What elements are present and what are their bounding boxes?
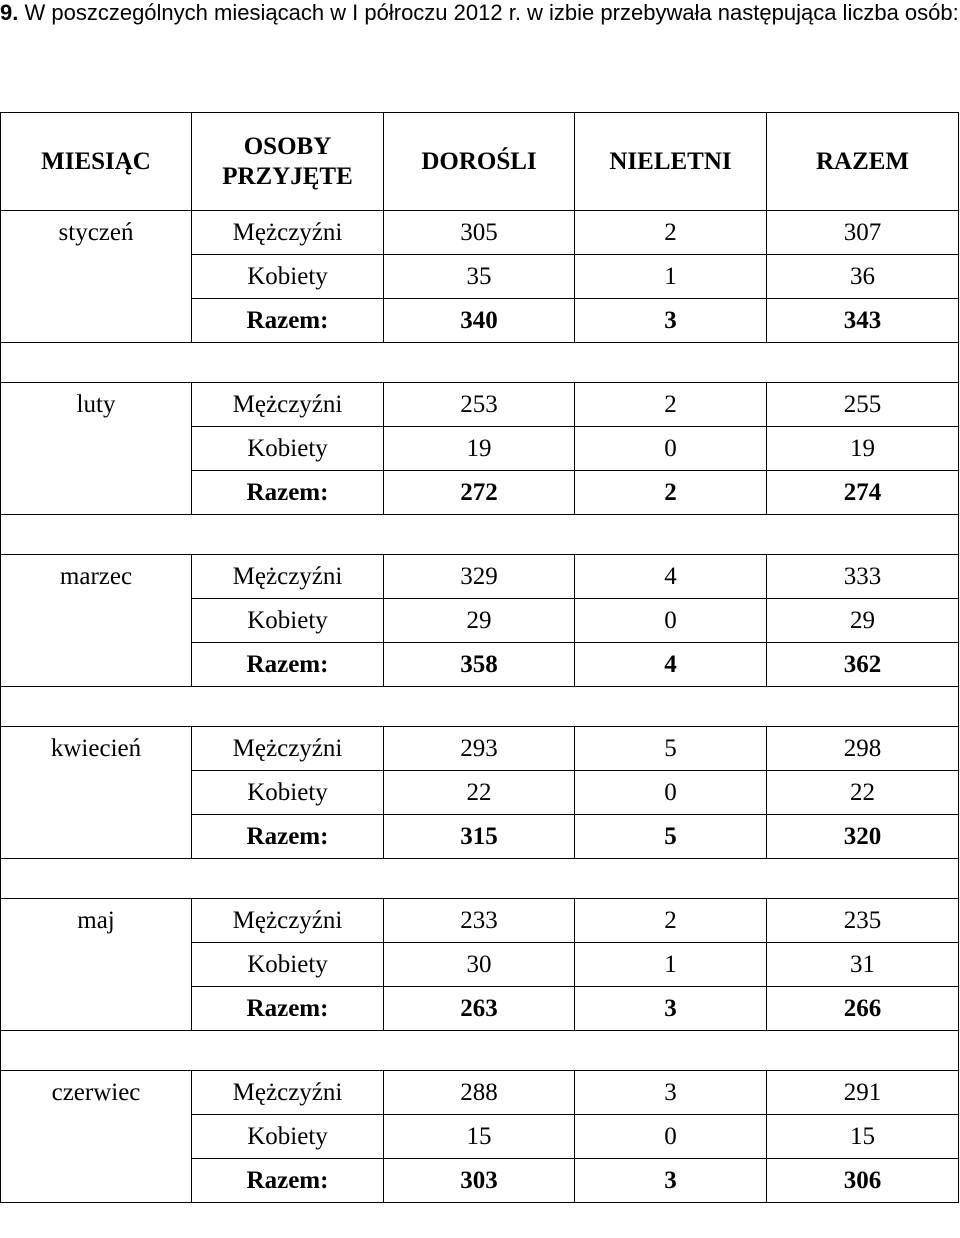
monthly-stats-table [0,112,959,1203]
cell-total: 307 [767,211,959,255]
spacer-row [1,1031,959,1071]
month-name: luty [1,383,192,427]
table-row [1,815,959,859]
cell-adults: 233 [384,899,575,943]
header-admitted: OSOBY PRZYJĘTE [192,113,384,211]
spacer-cell [192,343,959,383]
cell-adults: 35 [384,255,575,299]
cell-total: 274 [767,471,959,515]
month-name: maj [1,899,192,943]
table-row [1,599,959,643]
cell-adults: 22 [384,771,575,815]
month-name: marzec [1,555,192,599]
cell-adults: 288 [384,1071,575,1115]
month-name: czerwiec [1,1071,192,1115]
table-row [1,643,959,687]
cell-label: Mężczyźni [192,211,384,255]
cell-total: 362 [767,643,959,687]
spacer-row [1,859,959,899]
cell-minors: 4 [575,555,767,599]
table-row [1,211,959,255]
spacer-cell [192,1031,959,1071]
cell-minors: 3 [575,299,767,343]
table-row [1,255,959,299]
cell-label: Razem: [192,299,384,343]
intro-paragraph [0,0,960,26]
cell-adults: 263 [384,987,575,1031]
spacer-row [1,343,959,383]
table-row [1,1115,959,1159]
cell-label: Razem: [192,1159,384,1203]
table-row [1,943,959,987]
cell-label: Kobiety [192,943,384,987]
cell-minors: 3 [575,987,767,1031]
spacer-cell [1,687,192,727]
cell-label: Kobiety [192,427,384,471]
cell-adults: 305 [384,211,575,255]
month-cell-empty [1,943,192,987]
cell-minors: 2 [575,383,767,427]
cell-label: Mężczyźni [192,899,384,943]
cell-label: Kobiety [192,599,384,643]
table-row [1,471,959,515]
cell-total: 320 [767,815,959,859]
cell-label: Razem: [192,471,384,515]
cell-adults: 358 [384,643,575,687]
spacer-cell [1,343,192,383]
cell-total: 29 [767,599,959,643]
month-name: kwiecień [1,727,192,771]
cell-total: 36 [767,255,959,299]
cell-adults: 15 [384,1115,575,1159]
cell-label: Kobiety [192,771,384,815]
cell-total: 255 [767,383,959,427]
header-total: RAZEM [767,113,959,211]
cell-label: Mężczyźni [192,383,384,427]
cell-label: Mężczyźni [192,555,384,599]
cell-total: 22 [767,771,959,815]
month-cell-empty [1,1115,192,1159]
cell-label: Mężczyźni [192,1071,384,1115]
cell-minors: 0 [575,771,767,815]
table-row [1,899,959,943]
month-cell-empty [1,771,192,815]
cell-total: 306 [767,1159,959,1203]
spacer-cell [1,515,192,555]
cell-minors: 4 [575,643,767,687]
cell-label: Mężczyźni [192,727,384,771]
intro-text: W poszczególnych miesiącach w I półroczu 2012 r. w izbie przebywała następująca liczba osób: [24,0,959,25]
cell-label: Razem: [192,643,384,687]
section-number: 9. [0,0,19,25]
cell-minors: 5 [575,727,767,771]
cell-minors: 1 [575,943,767,987]
cell-adults: 253 [384,383,575,427]
table-row [1,1159,959,1203]
cell-minors: 5 [575,815,767,859]
month-cell-empty [1,1159,192,1203]
table-row [1,299,959,343]
cell-label: Razem: [192,987,384,1031]
cell-total: 343 [767,299,959,343]
cell-total: 15 [767,1115,959,1159]
cell-adults: 30 [384,943,575,987]
spacer-row [1,687,959,727]
header-minors: NIELETNI [575,113,767,211]
cell-adults: 19 [384,427,575,471]
table-row [1,727,959,771]
cell-minors: 0 [575,599,767,643]
cell-minors: 1 [575,255,767,299]
table-row [1,383,959,427]
cell-minors: 2 [575,471,767,515]
cell-minors: 2 [575,899,767,943]
table-row [1,1071,959,1115]
spacer-cell [1,1031,192,1071]
cell-minors: 3 [575,1159,767,1203]
month-cell-empty [1,815,192,859]
cell-total: 19 [767,427,959,471]
spacer-cell [1,859,192,899]
cell-total: 298 [767,727,959,771]
cell-minors: 0 [575,427,767,471]
cell-minors: 2 [575,211,767,255]
cell-total: 266 [767,987,959,1031]
cell-adults: 329 [384,555,575,599]
header-month: MIESIĄC [1,113,192,211]
cell-total: 31 [767,943,959,987]
month-cell-empty [1,299,192,343]
cell-label: Kobiety [192,255,384,299]
table-row [1,771,959,815]
month-name: styczeń [1,211,192,255]
spacer-cell [192,687,959,727]
cell-adults: 303 [384,1159,575,1203]
cell-minors: 0 [575,1115,767,1159]
month-cell-empty [1,987,192,1031]
month-cell-empty [1,471,192,515]
cell-total: 333 [767,555,959,599]
month-cell-empty [1,599,192,643]
cell-total: 235 [767,899,959,943]
cell-adults: 272 [384,471,575,515]
table-row [1,555,959,599]
cell-label: Razem: [192,815,384,859]
spacer-row [1,515,959,555]
cell-adults: 29 [384,599,575,643]
month-cell-empty [1,427,192,471]
cell-label: Kobiety [192,1115,384,1159]
cell-total: 291 [767,1071,959,1115]
table-row [1,987,959,1031]
table-row [1,427,959,471]
cell-minors: 3 [575,1071,767,1115]
spacer-cell [192,515,959,555]
spacer-cell [192,859,959,899]
month-cell-empty [1,643,192,687]
cell-adults: 340 [384,299,575,343]
month-cell-empty [1,255,192,299]
cell-adults: 315 [384,815,575,859]
header-adults: DOROŚLI [384,113,575,211]
table-header-row [1,113,959,211]
cell-adults: 293 [384,727,575,771]
